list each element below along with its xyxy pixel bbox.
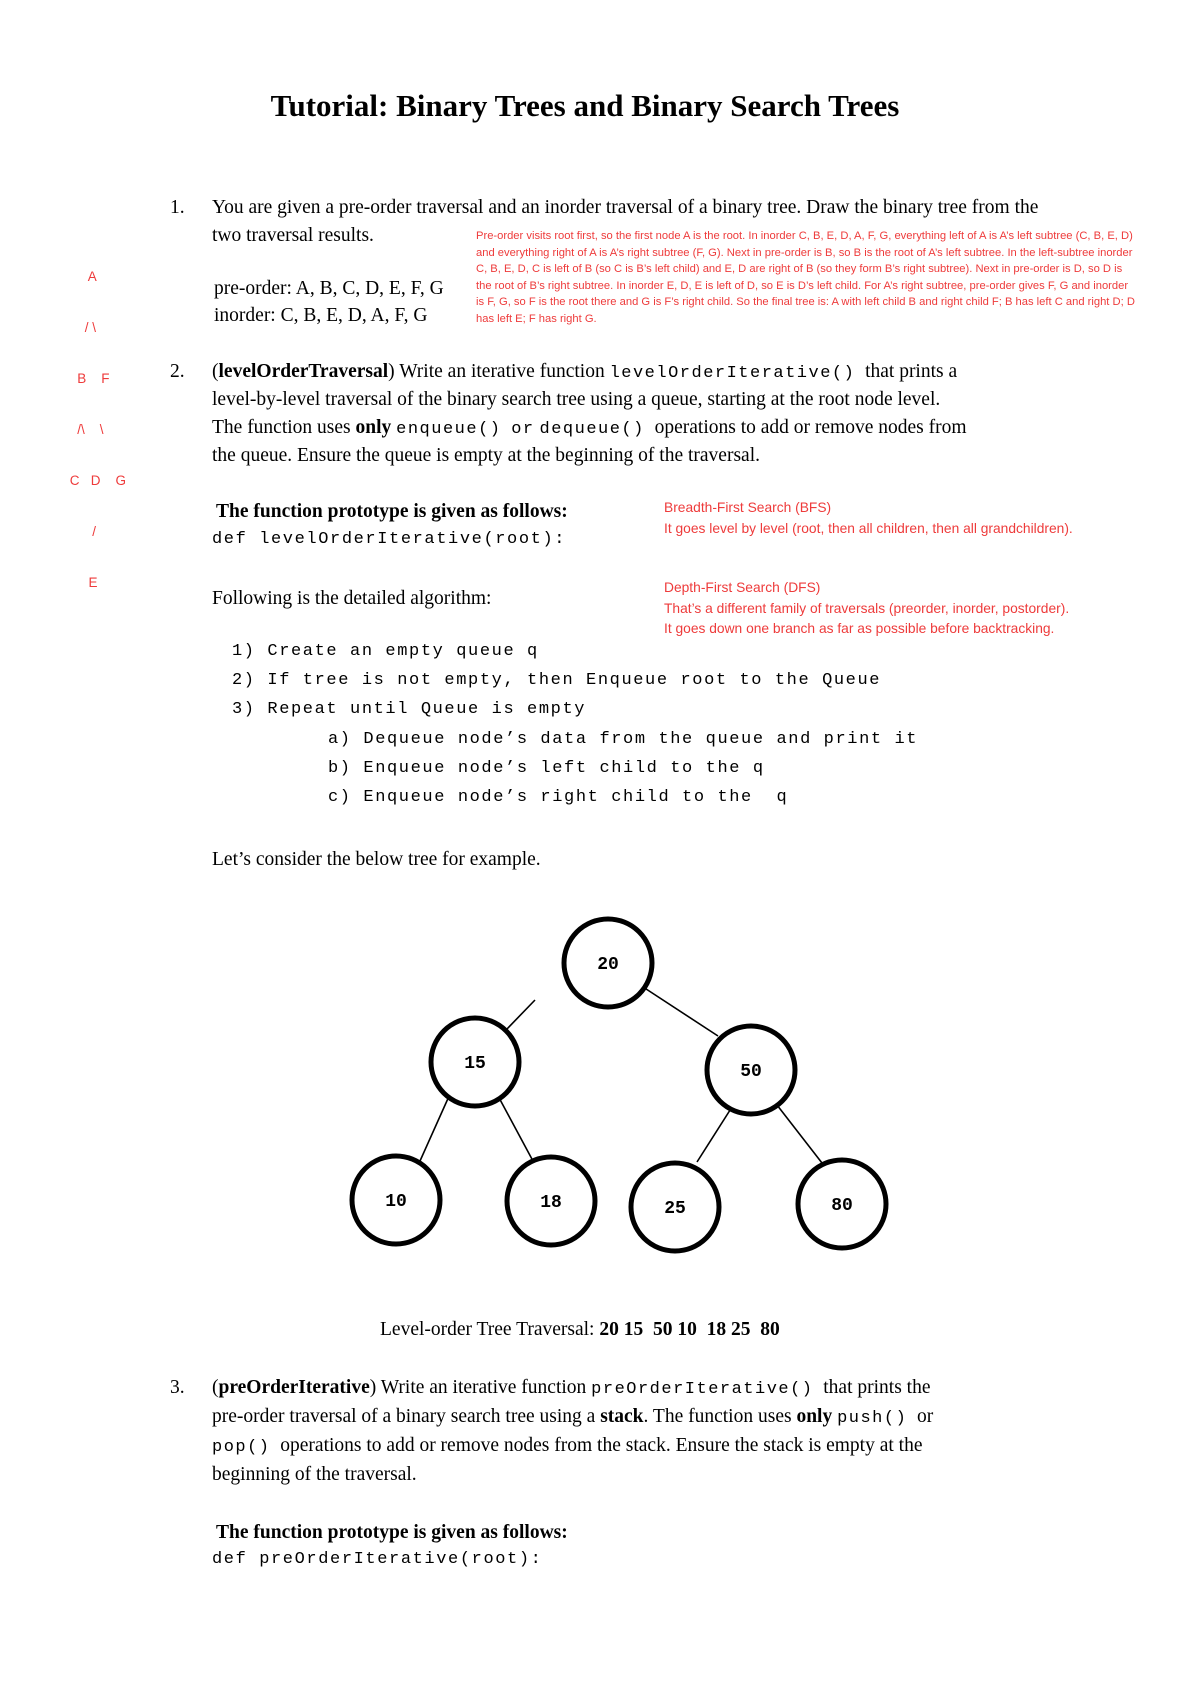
q2-text: Write an iterative function <box>399 361 605 382</box>
q1-line2: two traversal results. <box>212 225 374 246</box>
tree-edge <box>420 1094 450 1161</box>
q2-line2: level-by-level traversal of the binary search tree using a queue, starting at the root node level. <box>212 389 941 410</box>
q2-code-enqueue: enqueue() <box>396 420 502 439</box>
q2-line1: (levelOrderTraversal) Write an iterative function levelOrderIterative() that prints a <box>212 361 958 383</box>
q2-code-dequeue: dequeue() <box>539 420 645 439</box>
sketch-line: /\ \ <box>66 422 104 437</box>
traversal-result-label: Level-order Tree Traversal: <box>380 1319 595 1340</box>
q1-inorder: inorder: C, B, E, D, A, F, G <box>214 305 428 326</box>
q3-number: 3. <box>170 1377 185 1398</box>
q2-prototype-code: def levelOrderIterative(root): <box>212 530 567 549</box>
tree-node-label: 10 <box>385 1192 407 1212</box>
algorithm-step: 1) Create an empty queue q <box>232 642 539 661</box>
sketch-line: / <box>66 524 97 539</box>
algorithm-step: 2) If tree is not empty, then Enqueue root to the Queue <box>232 671 882 690</box>
example-intro: Let’s consider the below tree for example. <box>212 849 541 870</box>
tree-edge <box>506 1000 535 1030</box>
tree-edge <box>497 1094 533 1161</box>
tree-edge <box>640 985 718 1036</box>
q3-emphasis: stack <box>600 1406 644 1427</box>
algorithm-substep: c) Enqueue node’s right child to the q <box>328 788 789 807</box>
q1-line1: You are given a pre-order traversal and an inorder traversal of a binary tree. Draw the binary tree from the <box>212 197 1039 218</box>
tree-edge <box>697 1107 732 1162</box>
traversal-result-values: 20 15 50 10 18 25 80 <box>599 1319 780 1340</box>
q3-prototype-code: def preOrderIterative(root): <box>212 1550 543 1569</box>
q2-or: or <box>511 420 535 439</box>
q3-text: . The function uses <box>643 1406 792 1427</box>
q2-text: that prints a <box>865 361 958 382</box>
preorder-annotation: Pre-order visits root first, so the first node A is the root. In inorder C, B, E, D, A, F, G, everything left of A is A’s left subtree (C, B, E, D) and everything right of A is A’s right subtree (F, G). Next in pre-order is B, so B is the root of A’s left subtree. In the left-subtree inorder C, B, E, D, C is left of B (so C is B’s left child) and E, D are right of B (so they form B’s right subtree). Next in pre-order is D, so D is the root of B’s right subtree. In inorder E, D, E is left of D, so E is D’s left child. For A’s right subtree, pre-order gives F, G and inorder is F, G, so F is the root there and G is F’s right child. So the final tree is: A with left child B and right child F; B has left C and right D; D has left E; F has right G. <box>476 230 1135 325</box>
dfs-note-text: That’s a different family of traversals (preorder, inorder, postorder). It goes down one branch as far as possible before backtracking. <box>664 600 1070 636</box>
q2-text: operations to add or remove nodes from <box>654 417 967 438</box>
q2-number: 2. <box>170 361 185 382</box>
algorithm-intro: Following is the detailed algorithm: <box>212 588 492 609</box>
q1-preorder: pre-order: A, B, C, D, E, F, G <box>214 278 444 299</box>
q3-text: operations to add or remove nodes from the stack. Ensure the stack is empty at the <box>280 1435 923 1456</box>
tree-edge <box>777 1105 822 1163</box>
algorithm-step: 3) Repeat until Queue is empty <box>232 700 587 719</box>
tree-node-label: 20 <box>597 955 619 975</box>
q3-code-pop: pop() <box>212 1438 271 1457</box>
q2-function-name: levelOrderTraversal <box>218 361 389 382</box>
q3-line4: beginning of the traversal. <box>212 1464 417 1485</box>
bfs-note-title: Breadth-First Search (BFS) <box>664 500 832 515</box>
q2-prototype-label: The function prototype is given as follows: <box>216 501 568 522</box>
page-title: Tutorial: Binary Trees and Binary Search Trees <box>270 88 900 123</box>
algorithm-substep: a) Dequeue node’s data from the queue and print it <box>328 730 919 749</box>
q2-emphasis: only <box>355 417 392 438</box>
q3-text: that prints the <box>823 1377 931 1398</box>
q2-line4: the queue. Ensure the queue is empty at the beginning of the traversal. <box>212 445 760 466</box>
tree-node-label: 18 <box>540 1193 562 1213</box>
q3-line2 <box>212 1403 933 1434</box>
tree-node-label: 25 <box>664 1199 686 1219</box>
dfs-note-title: Depth-First Search (DFS) <box>664 580 821 595</box>
q3-text: pre-order traversal of a binary search tree using a <box>212 1406 596 1427</box>
sketch-line: B F <box>66 371 110 386</box>
sketch-line: E <box>66 575 98 590</box>
q1-number: 1. <box>170 197 185 218</box>
traversal-result <box>380 1316 780 1345</box>
q3-prototype-label: The function prototype is given as follows: <box>216 1522 568 1543</box>
bfs-note-text: It goes level by level (root, then all children, then all grandchildren). <box>664 520 1073 536</box>
q3-code-push: push() <box>837 1409 908 1428</box>
algorithm-substep: b) Enqueue node’s left child to the q <box>328 759 765 778</box>
q3-function-name: preOrderIterative <box>218 1377 370 1398</box>
q3-code-function: preOrderIterative() <box>591 1380 814 1399</box>
sketch-line: C D G <box>66 473 127 488</box>
sketch-line: A <box>66 269 97 284</box>
tree-node-label: 15 <box>464 1054 486 1074</box>
q3-line3 <box>212 1432 923 1463</box>
q2-text: The function uses <box>212 417 351 438</box>
q3-or: or <box>917 1406 934 1427</box>
q3-line1: (preOrderIterative) Write an iterative function preOrderIterative() that prints the <box>212 1377 931 1399</box>
tree-node-label: 50 <box>740 1062 762 1082</box>
sketch-line: / \ <box>66 320 97 335</box>
tree-node-label: 80 <box>831 1196 853 1216</box>
q3-text: Write an iterative function <box>380 1377 587 1398</box>
q3-emphasis: only <box>796 1406 833 1427</box>
q2-code-function: levelOrderIterative() <box>609 364 856 383</box>
